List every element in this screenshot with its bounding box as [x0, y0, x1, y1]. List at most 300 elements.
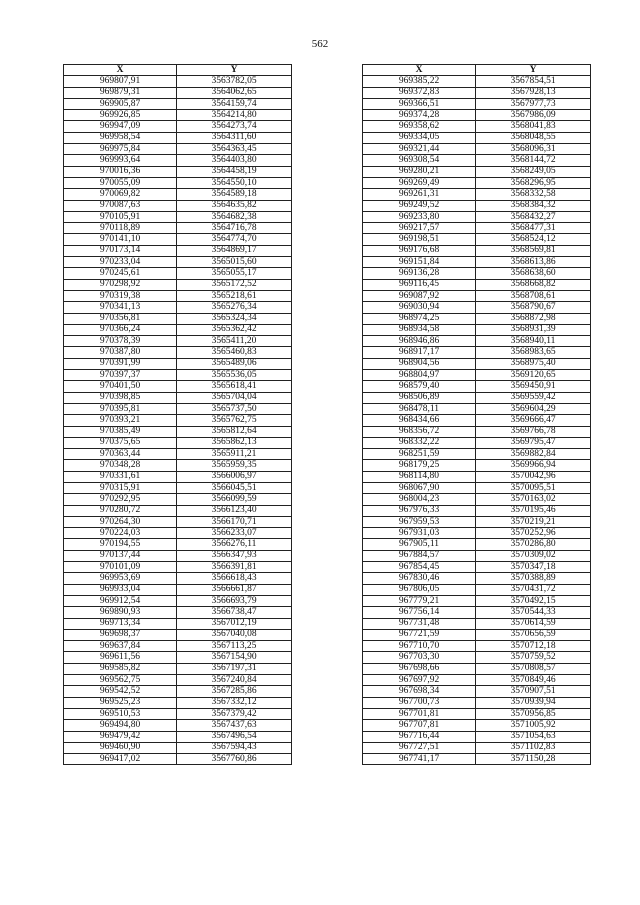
- table-row: [64, 324, 292, 335]
- cell-y: 3570042,96: [476, 471, 591, 482]
- cell-y: 3564458,19: [177, 166, 292, 177]
- table-row: [363, 211, 591, 222]
- cell-x: 970087,63: [64, 200, 177, 211]
- table-row: [363, 121, 591, 132]
- cell-y: 3566391,81: [177, 562, 292, 573]
- table-row: [64, 584, 292, 595]
- cell-y: 3568940,11: [476, 336, 591, 347]
- table-row: [363, 302, 591, 313]
- table-row: [363, 550, 591, 561]
- cell-y: 3570849,46: [476, 675, 591, 686]
- cell-y: 3569795,47: [476, 437, 591, 448]
- table-row: [64, 144, 292, 155]
- table-row: [64, 177, 292, 188]
- cell-x: 969926,85: [64, 110, 177, 121]
- cell-y: 3565015,60: [177, 257, 292, 268]
- table-row: [363, 629, 591, 640]
- cell-y: 3570163,02: [476, 494, 591, 505]
- table-row: [363, 675, 591, 686]
- cell-y: 3564363,45: [177, 144, 292, 155]
- cell-x: 968974,25: [363, 313, 476, 324]
- cell-y: 3566276,11: [177, 539, 292, 550]
- cell-y: 3565172,52: [177, 279, 292, 290]
- table-row: [64, 336, 292, 347]
- table-row: [64, 121, 292, 132]
- cell-y: 3566170,71: [177, 516, 292, 527]
- cell-x: 969176,68: [363, 245, 476, 256]
- cell-y: 3568790,67: [476, 302, 591, 313]
- cell-y: 3566123,40: [177, 505, 292, 516]
- cell-x: 967703,30: [363, 652, 476, 663]
- cell-x: 969890,93: [64, 607, 177, 618]
- table-row: [363, 223, 591, 234]
- cell-y: 3565862,13: [177, 437, 292, 448]
- cell-y: 3567154,90: [177, 652, 292, 663]
- cell-x: 969374,28: [363, 110, 476, 121]
- cell-x: 970348,28: [64, 460, 177, 471]
- table-row: [363, 245, 591, 256]
- table-row: [363, 562, 591, 573]
- table-row: [64, 449, 292, 460]
- table-row: [363, 155, 591, 166]
- cell-y: 3569450,91: [476, 381, 591, 392]
- cell-y: 3564214,80: [177, 110, 292, 121]
- cell-y: 3566006,97: [177, 471, 292, 482]
- cell-x: 970385,49: [64, 426, 177, 437]
- cell-y: 3565704,04: [177, 392, 292, 403]
- cell-y: 3568983,65: [476, 347, 591, 358]
- cell-x: 968506,89: [363, 392, 476, 403]
- cell-x: 970366,24: [64, 324, 177, 335]
- cell-x: 970224,03: [64, 528, 177, 539]
- table-row: [363, 392, 591, 403]
- cell-y: 3568144,72: [476, 155, 591, 166]
- cell-y: 3567760,86: [177, 754, 292, 765]
- table-row: [363, 336, 591, 347]
- cell-x: 969372,83: [363, 87, 476, 98]
- cell-x: 967701,81: [363, 708, 476, 719]
- table-row: [64, 257, 292, 268]
- cell-x: 967741,17: [363, 754, 476, 765]
- table-row: [64, 708, 292, 719]
- cell-x: 969233,80: [363, 211, 476, 222]
- cell-y: 3570347,18: [476, 562, 591, 573]
- cell-x: 969958,54: [64, 132, 177, 143]
- cell-y: 3568872,98: [476, 313, 591, 324]
- table-row: [64, 415, 292, 426]
- cell-x: 968067,90: [363, 482, 476, 493]
- cell-y: 3566099,59: [177, 494, 292, 505]
- table-row: [363, 257, 591, 268]
- cell-y: 3566618,43: [177, 573, 292, 584]
- cell-x: 970194,55: [64, 539, 177, 550]
- cell-x: 970331,61: [64, 471, 177, 482]
- cell-y: 3565411,20: [177, 336, 292, 347]
- cell-y: 3568048,55: [476, 132, 591, 143]
- cell-x: 970393,21: [64, 415, 177, 426]
- cell-x: 969479,42: [64, 731, 177, 742]
- cell-x: 967731,48: [363, 618, 476, 629]
- table-row: [363, 290, 591, 301]
- cell-x: 970356,81: [64, 313, 177, 324]
- cell-y: 3565324,34: [177, 313, 292, 324]
- table-row: [64, 358, 292, 369]
- cell-y: 3565737,50: [177, 403, 292, 414]
- cell-y: 3570095,51: [476, 482, 591, 493]
- table-row: [363, 595, 591, 606]
- cell-x: 968904,56: [363, 358, 476, 369]
- table-row: [64, 539, 292, 550]
- table-row: [64, 629, 292, 640]
- cell-y: 3570195,46: [476, 505, 591, 516]
- column-header-y: Y: [476, 65, 591, 76]
- cell-x: 970101,09: [64, 562, 177, 573]
- cell-y: 3567040,08: [177, 629, 292, 640]
- cell-y: 3567594,43: [177, 742, 292, 753]
- cell-y: 3567437,63: [177, 720, 292, 731]
- table-row: [64, 641, 292, 652]
- cell-x: 968946,86: [363, 336, 476, 347]
- cell-x: 969366,51: [363, 98, 476, 109]
- cell-y: 3570492,15: [476, 595, 591, 606]
- cell-x: 968114,80: [363, 471, 476, 482]
- cell-x: 969562,75: [64, 675, 177, 686]
- table-row: [363, 110, 591, 121]
- table-row: [363, 189, 591, 200]
- table-row: [363, 177, 591, 188]
- table-row: [64, 562, 292, 573]
- cell-x: 970233,04: [64, 257, 177, 268]
- cell-x: 970398,85: [64, 392, 177, 403]
- table-row: [64, 460, 292, 471]
- cell-y: 3568384,32: [476, 200, 591, 211]
- cell-x: 970280,72: [64, 505, 177, 516]
- cell-x: 970069,82: [64, 189, 177, 200]
- cell-x: 969030,94: [363, 302, 476, 313]
- cell-y: 3564062,65: [177, 87, 292, 98]
- table-row: [363, 76, 591, 87]
- table-row: [64, 370, 292, 381]
- cell-x: 967976,33: [363, 505, 476, 516]
- table-row: [363, 98, 591, 109]
- cell-x: 969269,49: [363, 177, 476, 188]
- table-row: [64, 550, 292, 561]
- cell-x: 969953,69: [64, 573, 177, 584]
- table-row: [64, 392, 292, 403]
- cell-y: 3565812,64: [177, 426, 292, 437]
- table-row: [64, 98, 292, 109]
- table-row: [64, 245, 292, 256]
- cell-y: 3568931,39: [476, 324, 591, 335]
- table-row: [64, 754, 292, 765]
- cell-y: 3568249,05: [476, 166, 591, 177]
- cell-x: 967700,73: [363, 697, 476, 708]
- table-row: [64, 607, 292, 618]
- cell-y: 3564550,10: [177, 177, 292, 188]
- table-row: [363, 742, 591, 753]
- cell-x: 970173,14: [64, 245, 177, 256]
- cell-y: 3567240,84: [177, 675, 292, 686]
- cell-y: 3565536,05: [177, 370, 292, 381]
- cell-x: 970397,37: [64, 370, 177, 381]
- cell-y: 3566661,87: [177, 584, 292, 595]
- cell-y: 3567854,51: [476, 76, 591, 87]
- cell-x: 968804,97: [363, 370, 476, 381]
- cell-x: 970264,30: [64, 516, 177, 527]
- table-row: [64, 742, 292, 753]
- cell-x: 970118,89: [64, 223, 177, 234]
- cell-y: 3567285,86: [177, 686, 292, 697]
- table-row: [64, 652, 292, 663]
- cell-x: 968356,72: [363, 426, 476, 437]
- table-row: [64, 437, 292, 448]
- table-row: [363, 437, 591, 448]
- cell-y: 3570544,33: [476, 607, 591, 618]
- table-row: [363, 663, 591, 674]
- cell-y: 3568477,31: [476, 223, 591, 234]
- table-row: [363, 618, 591, 629]
- cell-y: 3567012,19: [177, 618, 292, 629]
- table-row: [64, 110, 292, 121]
- table-row: [363, 720, 591, 731]
- cell-x: 969460,90: [64, 742, 177, 753]
- cell-y: 3565911,21: [177, 449, 292, 460]
- table-row: [363, 505, 591, 516]
- cell-x: 969308,54: [363, 155, 476, 166]
- table-row: [363, 166, 591, 177]
- cell-x: 969334,05: [363, 132, 476, 143]
- table-row: [64, 279, 292, 290]
- cell-x: 969494,80: [64, 720, 177, 731]
- cell-x: 967710,70: [363, 641, 476, 652]
- table-row: [64, 166, 292, 177]
- cell-x: 969417,02: [64, 754, 177, 765]
- cell-y: 3567379,42: [177, 708, 292, 719]
- cell-y: 3568975,40: [476, 358, 591, 369]
- cell-x: 967959,53: [363, 516, 476, 527]
- cell-y: 3564774,70: [177, 234, 292, 245]
- cell-y: 3567113,25: [177, 641, 292, 652]
- cell-x: 969280,21: [363, 166, 476, 177]
- table-row: [363, 132, 591, 143]
- cell-y: 3565618,41: [177, 381, 292, 392]
- cell-x: 969151,84: [363, 257, 476, 268]
- cell-x: 969585,82: [64, 663, 177, 674]
- cell-x: 969510,53: [64, 708, 177, 719]
- cell-y: 3565362,42: [177, 324, 292, 335]
- cell-x: 970391,99: [64, 358, 177, 369]
- column-header-y: Y: [177, 65, 292, 76]
- cell-x: 967905,11: [363, 539, 476, 550]
- table-row: [363, 144, 591, 155]
- cell-x: 970315,91: [64, 482, 177, 493]
- cell-y: 3564716,78: [177, 223, 292, 234]
- table-row: [64, 302, 292, 313]
- header-row: [363, 65, 591, 76]
- table-row: [64, 686, 292, 697]
- cell-y: 3569966,94: [476, 460, 591, 471]
- cell-x: 969249,52: [363, 200, 476, 211]
- cell-y: 3570614,59: [476, 618, 591, 629]
- cell-x: 969993,64: [64, 155, 177, 166]
- cell-y: 3570656,59: [476, 629, 591, 640]
- table-row: [363, 708, 591, 719]
- table-row: [363, 381, 591, 392]
- cell-x: 968917,17: [363, 347, 476, 358]
- cell-x: 969217,57: [363, 223, 476, 234]
- cell-x: 969713,34: [64, 618, 177, 629]
- cell-y: 3565218,61: [177, 290, 292, 301]
- cell-y: 3570219,21: [476, 516, 591, 527]
- table-row: [363, 516, 591, 527]
- cell-y: 3567928,13: [476, 87, 591, 98]
- page-number: 562: [311, 38, 329, 50]
- cell-x: 967707,81: [363, 720, 476, 731]
- cell-x: 970055,09: [64, 177, 177, 188]
- table-row: [64, 223, 292, 234]
- cell-y: 3564403,80: [177, 155, 292, 166]
- cell-x: 967698,66: [363, 663, 476, 674]
- cell-y: 3564159,74: [177, 98, 292, 109]
- cell-x: 969385,22: [363, 76, 476, 87]
- cell-x: 970292,95: [64, 494, 177, 505]
- cell-y: 3568613,86: [476, 257, 591, 268]
- cell-y: 3570808,57: [476, 663, 591, 674]
- cell-x: 969637,84: [64, 641, 177, 652]
- table-row: [363, 449, 591, 460]
- cell-x: 970298,92: [64, 279, 177, 290]
- table-row: [64, 471, 292, 482]
- cell-y: 3563782,05: [177, 76, 292, 87]
- cell-y: 3564682,38: [177, 211, 292, 222]
- table-row: [363, 482, 591, 493]
- table-row: [64, 426, 292, 437]
- cell-y: 3570939,94: [476, 697, 591, 708]
- cell-y: 3568096,31: [476, 144, 591, 155]
- table-row: [64, 494, 292, 505]
- cell-x: 969912,54: [64, 595, 177, 606]
- cell-x: 968332,22: [363, 437, 476, 448]
- cell-x: 969087,92: [363, 290, 476, 301]
- header-row: [64, 65, 292, 76]
- cell-y: 3566045,51: [177, 482, 292, 493]
- cell-x: 968579,40: [363, 381, 476, 392]
- table-row: [363, 652, 591, 663]
- cell-x: 967854,45: [363, 562, 476, 573]
- table-row: [363, 87, 591, 98]
- cell-x: 970401,50: [64, 381, 177, 392]
- cell-y: 3571054,63: [476, 731, 591, 742]
- cell-x: 970375,65: [64, 437, 177, 448]
- cell-x: 970105,91: [64, 211, 177, 222]
- cell-y: 3565959,35: [177, 460, 292, 471]
- table-row: [64, 189, 292, 200]
- cell-x: 969905,87: [64, 98, 177, 109]
- table-row: [64, 505, 292, 516]
- table-row: [64, 347, 292, 358]
- table-row: [363, 370, 591, 381]
- cell-y: 3570759,52: [476, 652, 591, 663]
- cell-x: 969542,52: [64, 686, 177, 697]
- cell-y: 3569666,47: [476, 415, 591, 426]
- table-row: [64, 731, 292, 742]
- table-row: [363, 573, 591, 584]
- cell-x: 970363,44: [64, 449, 177, 460]
- cell-y: 3568708,61: [476, 290, 591, 301]
- cell-x: 969933,04: [64, 584, 177, 595]
- table-row: [64, 200, 292, 211]
- cell-x: 969261,31: [363, 189, 476, 200]
- cell-y: 3570309,02: [476, 550, 591, 561]
- table-row: [363, 313, 591, 324]
- table-row: [363, 494, 591, 505]
- cell-y: 3570286,80: [476, 539, 591, 550]
- cell-y: 3566233,07: [177, 528, 292, 539]
- cell-y: 3565460,83: [177, 347, 292, 358]
- cell-y: 3568638,60: [476, 268, 591, 279]
- cell-y: 3569120,65: [476, 370, 591, 381]
- cell-y: 3571005,92: [476, 720, 591, 731]
- cell-y: 3566347,93: [177, 550, 292, 561]
- cell-x: 967716,44: [363, 731, 476, 742]
- cell-y: 3568524,12: [476, 234, 591, 245]
- cell-x: 968251,59: [363, 449, 476, 460]
- table-row: [363, 539, 591, 550]
- cell-x: 970137,44: [64, 550, 177, 561]
- cell-x: 969198,51: [363, 234, 476, 245]
- table-row: [363, 358, 591, 369]
- cell-x: 970245,61: [64, 268, 177, 279]
- cell-x: 970387,80: [64, 347, 177, 358]
- cell-x: 968934,58: [363, 324, 476, 335]
- table-row: [64, 211, 292, 222]
- cell-y: 3567986,09: [476, 110, 591, 121]
- cell-y: 3564273,74: [177, 121, 292, 132]
- table-row: [363, 403, 591, 414]
- cell-x: 970378,39: [64, 336, 177, 347]
- cell-x: 969698,37: [64, 629, 177, 640]
- cell-x: 968434,66: [363, 415, 476, 426]
- cell-y: 3564589,18: [177, 189, 292, 200]
- cell-y: 3568296,95: [476, 177, 591, 188]
- cell-x: 967931,03: [363, 528, 476, 539]
- cell-y: 3566738,47: [177, 607, 292, 618]
- cell-y: 3567197,31: [177, 663, 292, 674]
- cell-x: 969947,09: [64, 121, 177, 132]
- cell-y: 3568041,83: [476, 121, 591, 132]
- table-row: [64, 403, 292, 414]
- table-row: [64, 675, 292, 686]
- table-row: [363, 607, 591, 618]
- cell-y: 3565489,06: [177, 358, 292, 369]
- cell-x: 969116,45: [363, 279, 476, 290]
- table-row: [363, 460, 591, 471]
- table-row: [363, 426, 591, 437]
- cell-y: 3564311,60: [177, 132, 292, 143]
- table-row: [363, 731, 591, 742]
- cell-x: 970319,38: [64, 290, 177, 301]
- cell-y: 3569766,78: [476, 426, 591, 437]
- cell-y: 3571150,28: [476, 754, 591, 765]
- cell-y: 3564869,17: [177, 245, 292, 256]
- cell-y: 3566693,79: [177, 595, 292, 606]
- cell-y: 3567332,12: [177, 697, 292, 708]
- table-row: [363, 584, 591, 595]
- cell-x: 970395,81: [64, 403, 177, 414]
- table-row: [363, 268, 591, 279]
- cell-y: 3570388,89: [476, 573, 591, 584]
- table-row: [64, 290, 292, 301]
